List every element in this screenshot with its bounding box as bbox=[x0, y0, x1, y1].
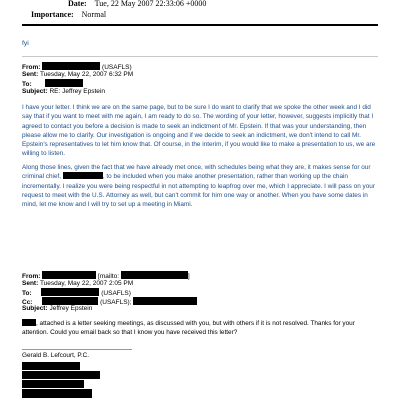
email1-sent-label: Sent: bbox=[22, 70, 39, 78]
email2-sent-label: Sent: bbox=[22, 279, 39, 287]
email1-to-label: To: bbox=[22, 81, 32, 88]
email2-body bbox=[22, 319, 372, 337]
redaction-block bbox=[133, 297, 197, 305]
email2-cc-label: Cc: bbox=[22, 298, 33, 306]
date-value: Tue, 22 May 2007 22:33:06 +0000 bbox=[94, 0, 207, 8]
email1-paragraph-2 bbox=[22, 163, 380, 209]
email1-subject bbox=[22, 88, 105, 96]
email2-subject-value: Jeffrey Epstein bbox=[49, 305, 93, 312]
signature-name: Gerald B. Lefcourt, P.C. bbox=[22, 352, 90, 359]
email2-to-label: To: bbox=[22, 290, 32, 297]
email1-paragraph-2-start: Along those lines, given the fact that we have already met once, with schedules being what they are, it makes sense for our criminal chief, bbox=[22, 164, 371, 181]
email1-subject-value: RE: Jeffrey Epstein bbox=[49, 87, 105, 95]
email2-from-suffix: [mailto: bbox=[98, 273, 119, 280]
email1-from-suffix: (USAFLS) bbox=[102, 64, 132, 71]
signature-divider bbox=[22, 349, 132, 350]
email2-body-text: , attached is a letter seeking meetings, as discussed with you, but with others if it is not resolved. Thanks for your attention. Could you email back so that I know you have received this letter? bbox=[22, 320, 355, 336]
date-label: Date: bbox=[68, 0, 87, 8]
email1-from-label: From: bbox=[22, 64, 41, 71]
redaction-block bbox=[22, 380, 84, 388]
redaction-block bbox=[22, 371, 100, 379]
redaction-block bbox=[42, 297, 98, 305]
fyi-divider bbox=[22, 56, 378, 57]
importance-label: Importance: bbox=[31, 10, 74, 19]
email2-cc-suffix: (USAFLS); bbox=[100, 298, 132, 306]
redaction-block bbox=[45, 79, 83, 87]
date-line bbox=[68, 0, 206, 9]
email1-paragraph-2-end: , to be included when you make another presentation, rather than working up the chain incrementally. I realize you were being respectful in not attempting to leapfrog over me, which I appreciate. I will pass on your request to meet with the U.S. Attorney as well, but can't commit for him one way or another. When you have some dates in mind, let me know and I will try to set up a meeting in Miami. bbox=[22, 173, 375, 209]
email2-to-suffix: (USAFLS) bbox=[101, 290, 131, 297]
email2-sent bbox=[22, 280, 133, 288]
redaction-block bbox=[41, 288, 99, 296]
importance-value: Normal bbox=[81, 10, 107, 19]
header-divider bbox=[22, 24, 378, 26]
redaction-block bbox=[22, 389, 92, 398]
email2-from-close: ] bbox=[187, 273, 190, 280]
email1-sent bbox=[22, 71, 133, 79]
email1-paragraph-1: I have your letter. I think we are on the same page, but to be sure I do want to clarify that we spoke the other week and I did say that if you want to meet with me again, I am ready to do so. The wording of your letter, however, suggests implicitly that I agreed to contact you before a decision is made to seek an indictment of Mr. Epstein. If that was your understanding, then please allow me to clarify. Our investigation is ongoing and if we decide to seek an indictment, we don't intend to call Mr. Epstein's representatives to let him know that. Of course, in the interim, if you would like to make a presentation to us, we are willing to listen. bbox=[22, 104, 376, 158]
redaction-block bbox=[63, 172, 103, 179]
email2-subject-label: Subject: bbox=[22, 305, 48, 312]
email2-subject bbox=[22, 305, 92, 313]
email2-sent-value: Tuesday, May 22, 2007 2:05 PM bbox=[39, 279, 134, 287]
email2-from-label: From: bbox=[22, 273, 41, 280]
redaction-block bbox=[121, 271, 188, 279]
redaction-block bbox=[22, 362, 80, 370]
importance-line bbox=[31, 10, 106, 20]
email1-sent-value: Tuesday, May 22, 2007 6:32 PM bbox=[39, 70, 134, 78]
email1-subject-label: Subject: bbox=[22, 87, 48, 95]
redaction-block bbox=[42, 271, 96, 279]
redaction-block bbox=[22, 319, 36, 326]
redaction-block bbox=[42, 62, 100, 70]
fyi-text: fyi bbox=[22, 40, 29, 47]
